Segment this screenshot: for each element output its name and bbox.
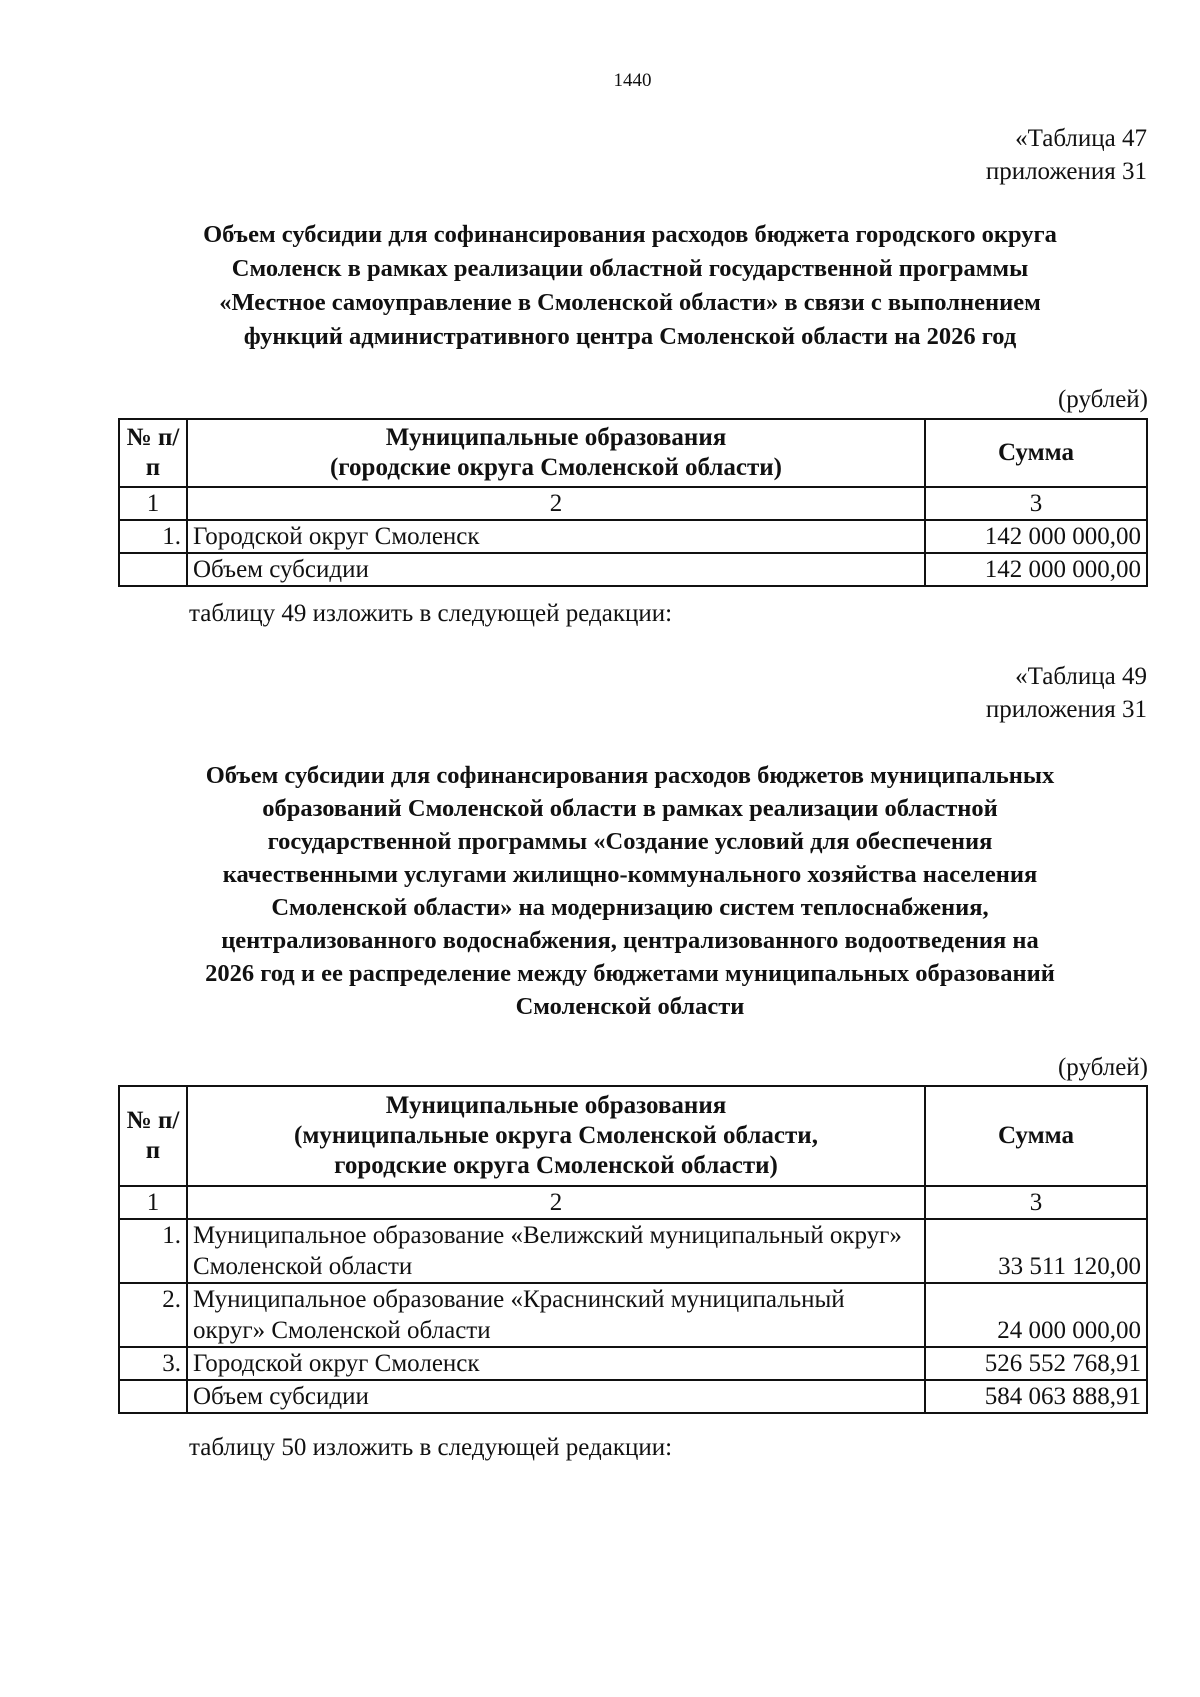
- header-row: [119, 1086, 1147, 1186]
- column-number-row: [119, 487, 1147, 520]
- table47-unit: (рублей): [1057, 386, 1148, 413]
- header-name: [187, 1086, 925, 1186]
- col-number: 1: [119, 487, 187, 520]
- row-name: Городской округ Смоленск: [187, 520, 925, 553]
- row-name: Городской округ Смоленск: [187, 1347, 925, 1380]
- title-line: государственной программы «Создание условий для обеспечения: [267, 828, 993, 855]
- table49: [118, 1085, 1148, 1414]
- row-num: 3.: [119, 1347, 187, 1380]
- col-number: 3: [925, 1186, 1147, 1219]
- table47-title: [110, 218, 1150, 354]
- header-num: № п/п: [119, 419, 187, 487]
- table49-title: [110, 759, 1150, 1023]
- header-sum: Сумма: [925, 1086, 1147, 1186]
- table47-reference: [986, 122, 1147, 188]
- table47-ref-line2: приложения 31: [985, 158, 1147, 185]
- col-number: 3: [925, 487, 1147, 520]
- title-line: Смоленск в рамках реализации областной государственной программы: [231, 255, 1029, 282]
- header-name-line: Муниципальные образования: [385, 1092, 727, 1119]
- table49-ref-line2: приложения 31: [985, 696, 1147, 723]
- table47-after-note: таблицу 49 изложить в следующей редакции:: [189, 600, 673, 627]
- table49-ref-line1: «Таблица 49: [1015, 663, 1147, 690]
- row-sum: 33 511 120,00: [925, 1219, 1147, 1283]
- table-row: [119, 1219, 1147, 1283]
- title-line: «Местное самоуправление в Смоленской области» в связи с выполнением: [219, 289, 1041, 316]
- title-line: качественными услугами жилищно-коммунального хозяйства населения: [222, 861, 1038, 888]
- header-num: № п/п: [119, 1086, 187, 1186]
- col-number: 2: [187, 487, 925, 520]
- col-number: 1: [119, 1186, 187, 1219]
- table49-unit: (рублей): [1057, 1054, 1148, 1081]
- row-num: [119, 1380, 187, 1413]
- row-sum: 584 063 888,91: [925, 1380, 1147, 1413]
- table-row: [119, 1283, 1147, 1347]
- row-num: [119, 553, 187, 586]
- table-row: [119, 520, 1147, 553]
- column-number-row: [119, 1186, 1147, 1219]
- row-num: 1.: [119, 1219, 187, 1283]
- total-row: [119, 1380, 1147, 1413]
- header-name-line: городские округа Смоленской области): [334, 1152, 778, 1179]
- row-num: 2.: [119, 1283, 187, 1347]
- row-name: Муниципальное образование «Велижский муниципальный округ» Смоленской области: [187, 1219, 925, 1283]
- col-number: 2: [187, 1186, 925, 1219]
- row-sum: 526 552 768,91: [925, 1347, 1147, 1380]
- header-name: [187, 419, 925, 487]
- row-sum: 142 000 000,00: [925, 520, 1147, 553]
- row-name: Объем субсидии: [187, 1380, 925, 1413]
- table49-after-note: таблицу 50 изложить в следующей редакции:: [189, 1434, 673, 1461]
- title-line: централизованного водоснабжения, централизованного водоотведения на: [221, 927, 1039, 954]
- header-row: [119, 419, 1147, 487]
- total-row: [119, 553, 1147, 586]
- table47-ref-line1: «Таблица 47: [1015, 125, 1147, 152]
- row-name: Муниципальное образование «Краснинский муниципальный округ» Смоленской области: [187, 1283, 925, 1347]
- page-number: 1440: [613, 70, 652, 91]
- table-row: [119, 1347, 1147, 1380]
- title-line: Смоленской области» на модернизацию систем теплоснабжения,: [271, 894, 989, 921]
- row-sum: 24 000 000,00: [925, 1283, 1147, 1347]
- row-name: Объем субсидии: [187, 553, 925, 586]
- table47: [118, 418, 1148, 587]
- row-num: 1.: [119, 520, 187, 553]
- row-sum: 142 000 000,00: [925, 553, 1147, 586]
- table49-reference: [986, 660, 1147, 726]
- title-line: 2026 год и ее распределение между бюджетами муниципальных образований: [205, 960, 1055, 987]
- title-line: образований Смоленской области в рамках реализации областной: [262, 795, 998, 822]
- header-sum: Сумма: [925, 419, 1147, 487]
- title-line: Объем субсидии для софинансирования расходов бюджета городского округа: [203, 221, 1057, 248]
- header-name-line: (муниципальные округа Смоленской области,: [294, 1122, 818, 1149]
- title-line: Объем субсидии для софинансирования расходов бюджетов муниципальных: [205, 762, 1055, 789]
- title-line: функций административного центра Смоленской области на 2026 год: [243, 323, 1017, 350]
- header-name-line: (городские округа Смоленской области): [329, 454, 782, 481]
- title-line: Смоленской области: [515, 993, 745, 1020]
- header-name-line: Муниципальные образования: [385, 424, 727, 451]
